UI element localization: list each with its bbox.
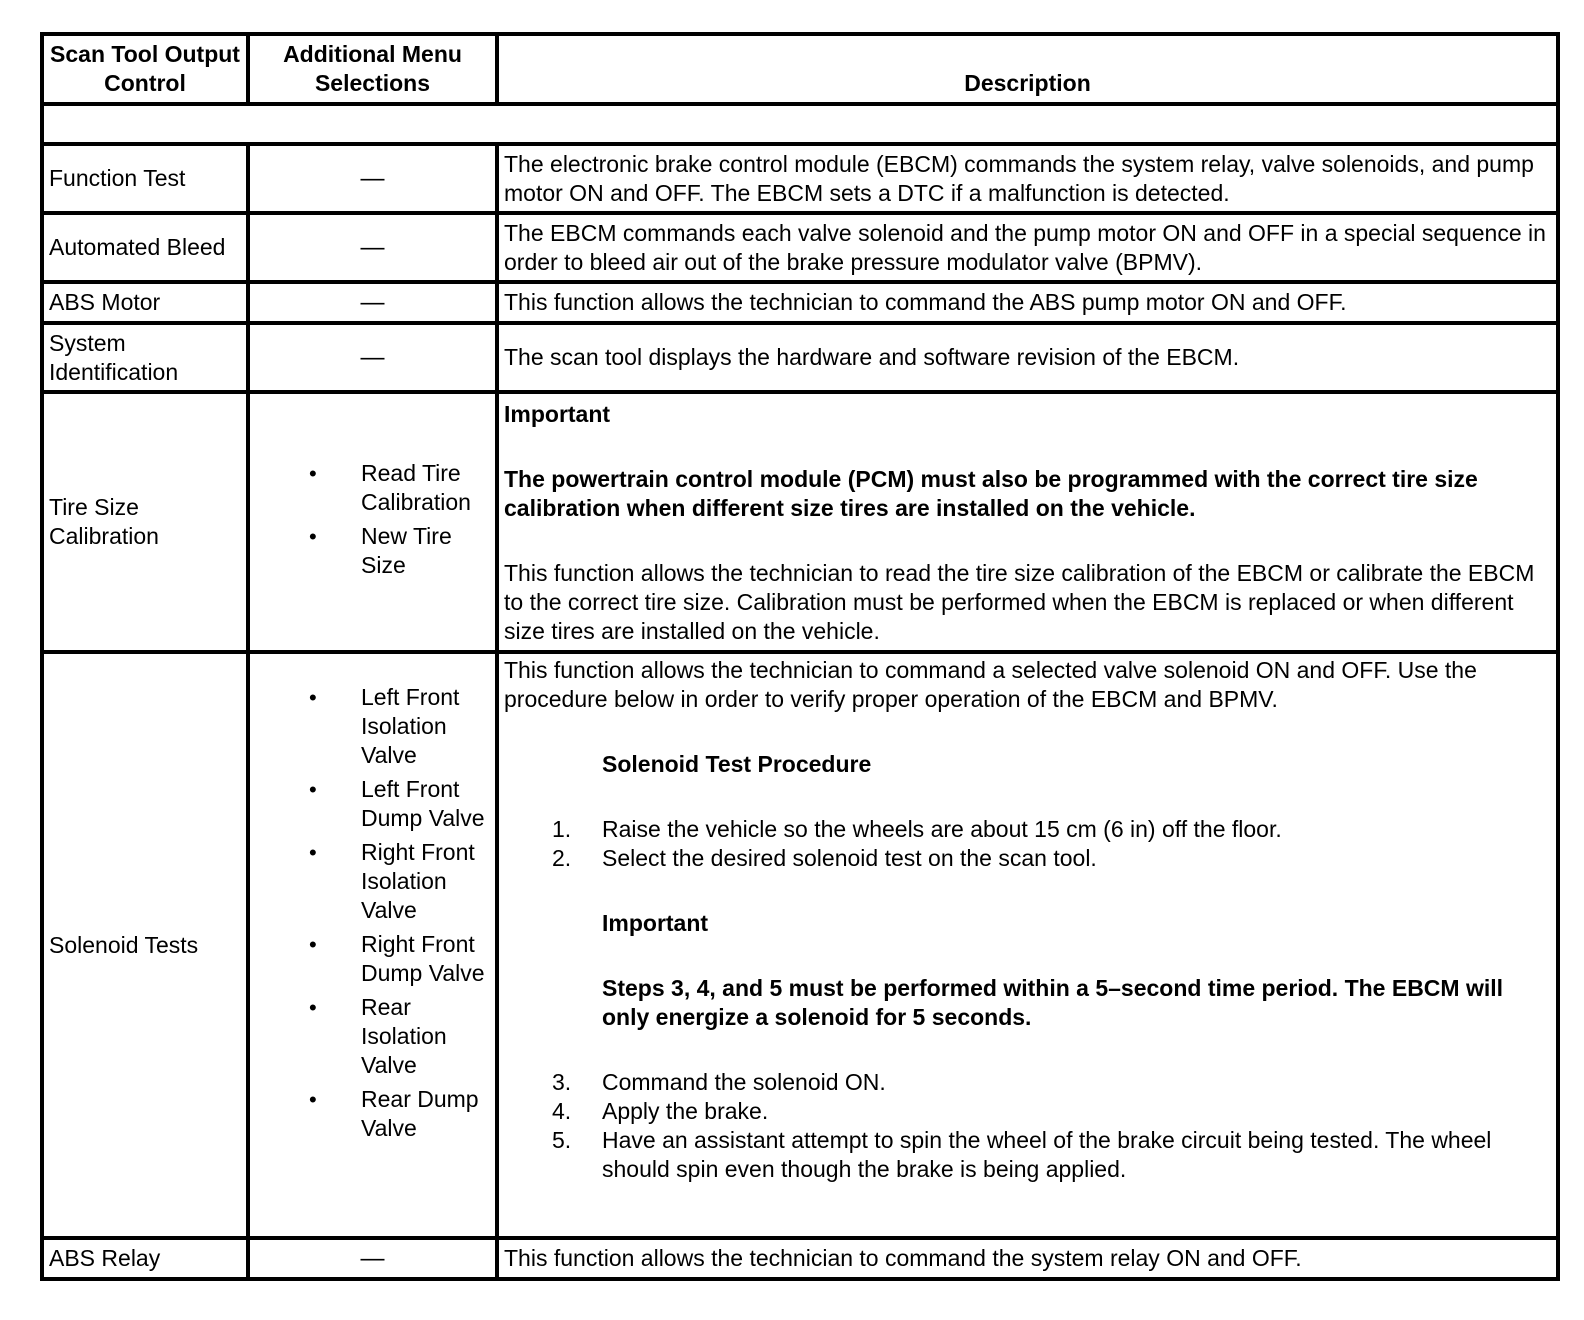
menu-list-item: • Left Front Dump Valve (309, 775, 490, 833)
procedure-title: Solenoid Test Procedure (602, 751, 872, 777)
table-row (42, 213, 1558, 282)
header-description: Description (497, 34, 1558, 104)
intro-text: This function allows the technician to command a selected valve solenoid ON and OFF. Use the procedure below in order to verify proper operation of the EBCM and BPMV. (504, 657, 1477, 712)
important-label: Important (504, 401, 611, 427)
spacer-row (42, 104, 1558, 144)
important-label: Important (602, 910, 709, 936)
important-text: The powertrain control module (PCM) must also be programmed with the correct tire size calibration when different size tires are installed on the vehicle. (504, 466, 1478, 521)
steps-list (504, 1068, 1551, 1184)
menu-list-item: • Left Front Isolation Valve (309, 683, 490, 770)
row-name-function-test: Function Test (42, 144, 248, 213)
row-desc-abs-relay: This function allows the technician to command the system relay ON and OFF. (497, 1238, 1558, 1279)
step-item: 3. Command the solenoid ON. (552, 1069, 886, 1095)
menu-list-item: • Rear Isolation Valve (309, 993, 490, 1080)
menu-list (255, 459, 490, 580)
spacer-cell (42, 104, 1558, 144)
row-name-abs-motor: ABS Motor (42, 282, 248, 323)
row-desc-automated-bleed: The EBCM commands each valve solenoid and the pump motor ON and OFF in a special sequence in order to bleed air out of the brake pressure modulator valve (BPMV). (497, 213, 1558, 282)
step-item: 5. Have an assistant attempt to spin the wheel of the brake circuit being tested. The wheel should spin even though the brake is being applied. (552, 1127, 1492, 1182)
menu-list (255, 683, 490, 1143)
table-row (42, 652, 1558, 1238)
table-row (42, 282, 1558, 323)
menu-list-item: • Rear Dump Valve (309, 1085, 490, 1143)
row-menu-solenoid-tests (248, 652, 497, 1238)
row-name-solenoid-tests: Solenoid Tests (42, 652, 248, 1238)
row-menu-function-test: — (248, 144, 497, 213)
row-name-automated-bleed: Automated Bleed (42, 213, 248, 282)
header-row (42, 34, 1558, 104)
menu-list-item: • Read Tire Calibration (309, 459, 490, 517)
row-menu-system-identification: — (248, 323, 497, 392)
header-output-control: Scan Tool Output Control (42, 34, 248, 104)
row-desc-function-test: The electronic brake control module (EBCM) commands the system relay, valve solenoids, and pump motor ON and OFF. The EBCM sets a DTC if a malfunction is detected. (497, 144, 1558, 213)
step-item: 1. Raise the vehicle so the wheels are about 15 cm (6 in) off the floor. (552, 816, 1282, 842)
scan-tool-output-table (40, 32, 1560, 1281)
table-row (42, 144, 1558, 213)
row-menu-automated-bleed: — (248, 213, 497, 282)
row-menu-abs-relay: — (248, 1238, 497, 1279)
step-item: 2. Select the desired solenoid test on the scan tool. (552, 845, 1097, 871)
table-row (42, 392, 1558, 652)
row-desc-system-identification: The scan tool displays the hardware and software revision of the EBCM. (497, 323, 1558, 392)
row-name-tire-size-calibration: Tire Size Calibration (42, 392, 248, 652)
row-desc-tire-size-calibration (497, 392, 1558, 652)
row-name-system-identification: System Identification (42, 323, 248, 392)
description-text: This function allows the technician to read the tire size calibration of the EBCM or calibrate the EBCM to the correct tire size. Calibration must be performed when the EBCM is replaced or when different size tires are installed on the vehicle. (504, 560, 1535, 644)
row-name-abs-relay: ABS Relay (42, 1238, 248, 1279)
row-menu-abs-motor: — (248, 282, 497, 323)
row-desc-solenoid-tests (497, 652, 1558, 1238)
important-text: Steps 3, 4, and 5 must be performed within a 5–second time period. The EBCM will only energize a solenoid for 5 seconds. (602, 975, 1504, 1030)
row-menu-tire-size-calibration (248, 392, 497, 652)
menu-list-item: • Right Front Dump Valve (309, 930, 490, 988)
row-desc-abs-motor: This function allows the technician to command the ABS pump motor ON and OFF. (497, 282, 1558, 323)
header-menu-selections: Additional Menu Selections (248, 34, 497, 104)
step-item: 4. Apply the brake. (552, 1098, 769, 1124)
table-row (42, 1238, 1558, 1279)
steps-list (504, 815, 1551, 873)
table-row (42, 323, 1558, 392)
menu-list-item: • Right Front Isolation Valve (309, 838, 490, 925)
menu-list-item: • New Tire Size (309, 522, 490, 580)
